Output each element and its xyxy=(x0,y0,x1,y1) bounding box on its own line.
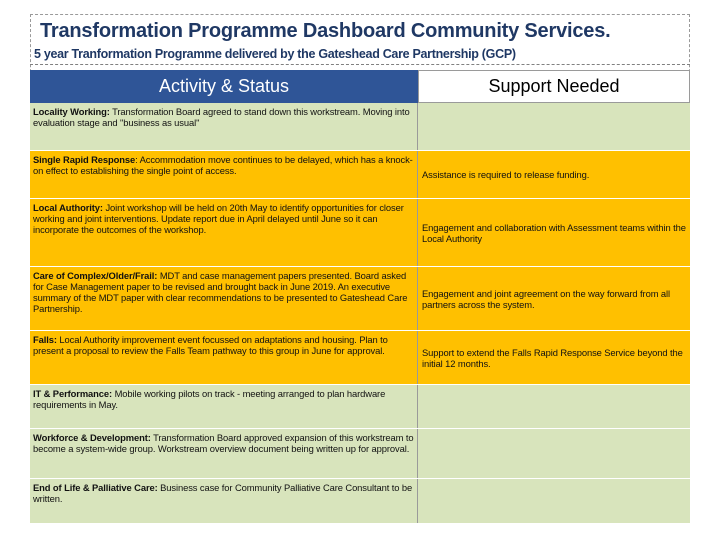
activity-cell xyxy=(30,199,418,266)
activity-text: Mobile working pilots on track - meeting arranged to plan hardware requirements in May. xyxy=(33,388,386,410)
activity-cell xyxy=(30,385,418,428)
activity-text: Transformation Board agreed to stand down this workstream. Moving into evaluation stage and "business as usual" xyxy=(33,106,410,128)
activity-cell xyxy=(30,103,418,150)
activity-cell xyxy=(30,429,418,478)
workstream-label: Workforce & Development: xyxy=(33,432,151,443)
activity-cell xyxy=(30,331,418,384)
table-row xyxy=(30,151,690,199)
support-cell: Engagement and joint agreement on the way forward from all partners across the system. xyxy=(422,287,670,310)
table-row xyxy=(30,331,690,385)
workstream-label: Care of Complex/Older/Frail: xyxy=(33,270,158,281)
activity-text: Joint workshop will be held on 20th May to identify opportunities for closer working and joint interventions. Update report due in April delayed until June so it can incorporate the outcomes of the workshop. xyxy=(33,202,404,235)
table-row xyxy=(30,385,690,429)
table-row xyxy=(30,103,690,151)
activity-text: MDT and case management papers presented. Board asked for Case Management paper to be revised and brought back in June 2019. An executive summary of the MDT paper with clear recommendations to be presented to Gateshead Care Partnership. xyxy=(33,270,408,314)
dashboard-table xyxy=(30,103,690,524)
activity-text: Transformation Board approved expansion of this workstream to become a system-wide group. Workstream overview document being written up for approval. xyxy=(33,432,414,454)
page-title: Transformation Programme Dashboard Community Services. xyxy=(40,20,611,42)
activity-cell xyxy=(30,151,418,198)
support-cell xyxy=(418,385,690,428)
activity-status-header: Activity & Status xyxy=(30,70,418,103)
table-row xyxy=(30,429,690,479)
activity-cell xyxy=(30,267,418,330)
support-needed-header: Support Needed xyxy=(418,70,690,103)
activity-text: Business case for Community Palliative Care Consultant to be written. xyxy=(33,482,413,504)
support-cell: Support to extend the Falls Rapid Response Service beyond the initial 12 months. xyxy=(422,346,683,369)
table-row xyxy=(30,267,690,331)
table-row xyxy=(30,199,690,267)
page-subtitle: 5 year Tranformation Programme delivered by the Gateshead Care Partnership (GCP) xyxy=(34,47,516,61)
table-row xyxy=(30,479,690,524)
support-cell xyxy=(418,103,690,150)
workstream-label: Local Authority: xyxy=(33,202,103,213)
activity-text: : Accommodation move continues to be delayed, which has a knock-on effect to establishing the single point of access. xyxy=(33,154,413,176)
workstream-label: Locality Working: xyxy=(33,106,110,117)
workstream-label: Falls: xyxy=(33,334,57,345)
support-cell: Engagement and collaboration with Assessment teams within the Local Authority xyxy=(422,221,686,244)
workstream-label: End of Life & Palliative Care: xyxy=(33,482,158,493)
subtitle-divider xyxy=(30,64,690,65)
workstream-label: Single Rapid Response xyxy=(33,154,136,165)
support-cell xyxy=(418,479,690,523)
activity-text: Local Authority improvement event focussed on adaptations and housing. Plan to present a proposal to review the Falls Team pathway to this group in June for approval. xyxy=(33,334,388,356)
activity-cell xyxy=(30,479,418,523)
workstream-label: IT & Performance: xyxy=(33,388,113,399)
support-cell xyxy=(418,429,690,478)
support-cell: Assistance is required to release funding. xyxy=(422,169,590,180)
